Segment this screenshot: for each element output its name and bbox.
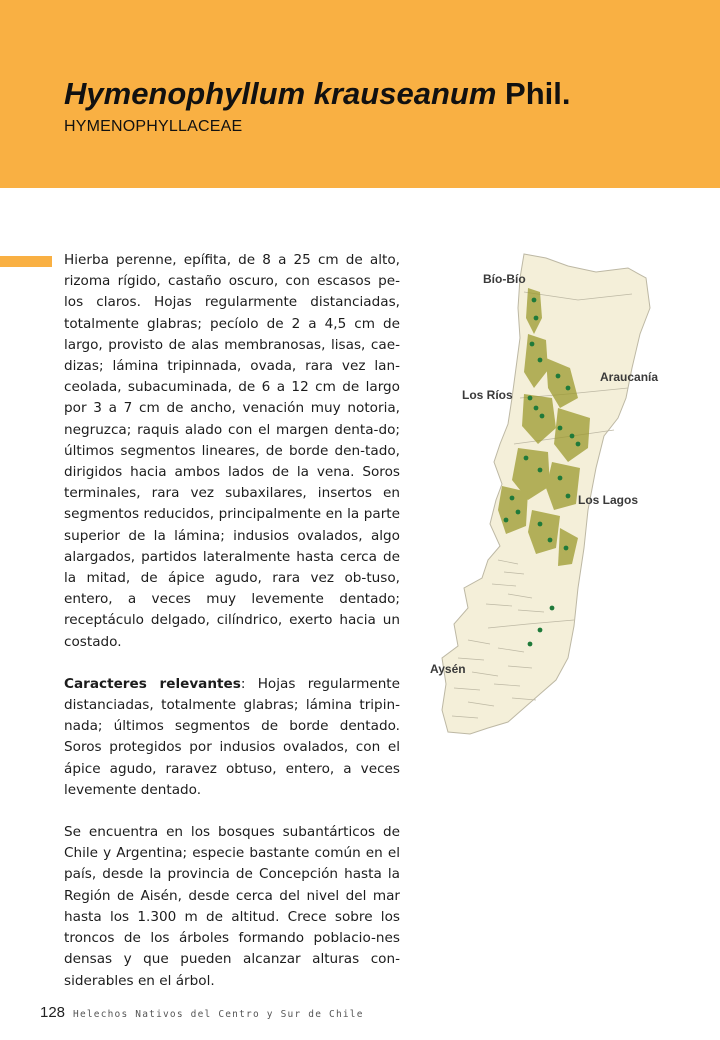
distribution-paragraph: Se encuentra en los bosques subantárticos de Chile y Argentina; especie bastante común en el país, desde la provincia de Concepción hasta la Región de Aisén, desde cerca del nivel del mar hasta los 1.300 m de altitud. Crece sobre los troncos de los árboles formando poblacio-nes densas y que pueden alcanzar alturas con-siderables en el árbol. [64,824,400,989]
section-marker [0,256,52,267]
region-label-araucania: Araucanía [600,370,659,384]
book-title: Helechos Nativos del Centro y Sur de Chile [73,1009,364,1020]
page-number: 128 [40,1004,66,1021]
species-title [64,76,704,112]
relevant-characters-label: Caracteres relevantes [64,675,241,692]
family-name: HYMENOPHYLLACEAE [64,118,243,135]
description-column [64,250,400,1013]
author-abbreviation: Phil. [505,76,571,111]
region-label-aysen: Aysén [430,662,466,676]
region-label-los-lagos: Los Lagos [578,493,639,507]
page-footer [40,1004,364,1024]
region-label-biobio: Bío-Bío [483,272,526,286]
map-graphic [428,248,690,758]
relevant-characters-paragraph [64,674,400,801]
region-label-los-rios: Los Ríos [462,388,513,402]
scientific-name: Hymenophyllum krauseanum [64,76,497,111]
morphology-paragraph: Hierba perenne, epífita, de 8 a 25 cm de alto, rizoma rígido, castaño oscuro, con escasos pe-los claros. Hojas regularmente distanciadas, totalmente glabras; pecíolo de 2 a 4,5 cm de largo, provisto de alas membranosas, lisas, cae-dizas; lámina tripinnada, ovada, rara vez lan-ceolada, subacuminada, de 6 a 12 cm de largo por 3 a 7 cm de ancho, venación muy notoria, negruzca; raquis alado con el margen denta-do; últimos segmentos lineares, de borde den-tado, dirigidos hacia ambos lados de la vena. Soros terminales, rara vez subaxilares, insertos en segmentos reducidos, principalmente en la parte superior de la lámina; indusios ovalados, algo alargados, partidos lateralmente hasta cerca de la mitad, de ápice agudo, rara vez ob-tuso, entero, a veces muy levemente dentado; receptáculo delgado, cilíndrico, exerto hacia un costado. [64,252,400,650]
distribution-map [428,248,690,758]
relevant-characters-text: : Hojas regularmente distanciadas, totalmente glabras; lámina tripin-nada; últimos segmentos de borde dentado. Soros protegidos por indusios ovalados, con el ápice agudo, raravez obtuso, entero, a veces levemente dentado. [64,675,400,798]
